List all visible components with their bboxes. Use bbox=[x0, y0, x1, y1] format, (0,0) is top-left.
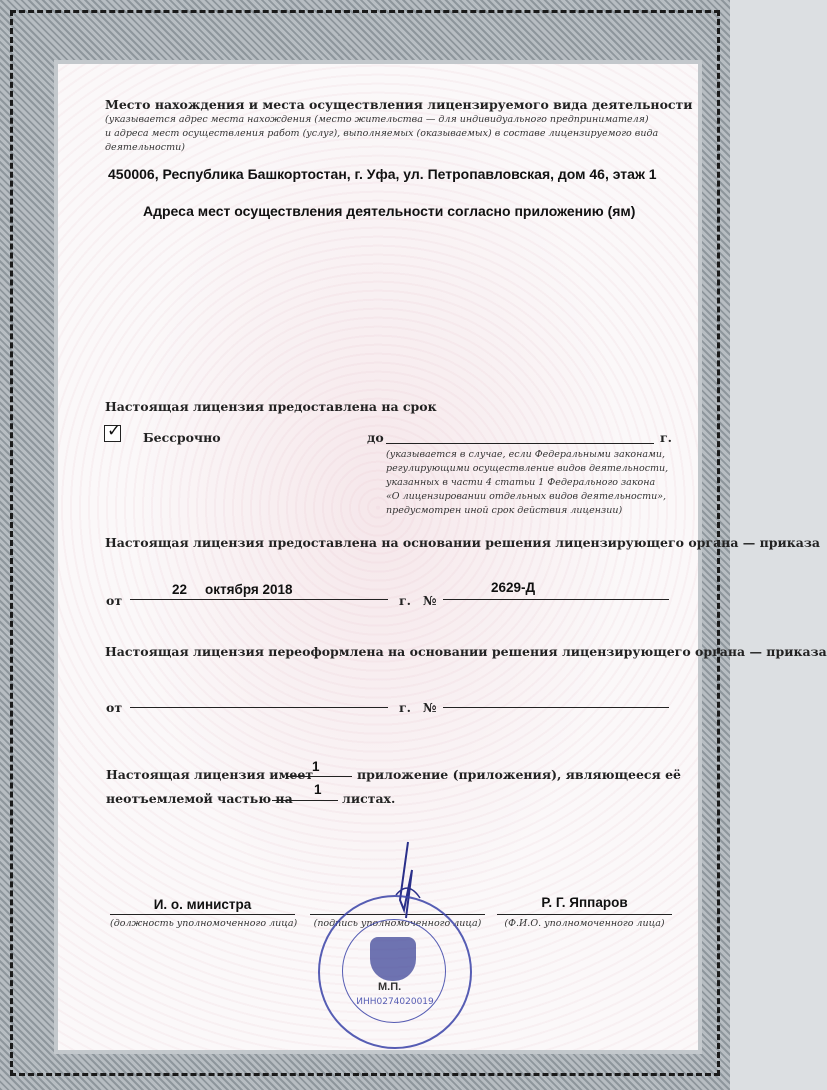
sheet-count: 1 bbox=[314, 782, 322, 797]
reissue-number-label: № bbox=[423, 700, 437, 715]
position-line bbox=[110, 914, 295, 915]
basis-month-year: октября 2018 bbox=[205, 582, 293, 597]
reissue-heading: Настоящая лицензия переоформлена на основании решения лицензирующего органа — приказа bbox=[105, 644, 827, 659]
until-label: до bbox=[367, 430, 384, 445]
appendix-count-line bbox=[286, 776, 352, 777]
basis-heading: Настоящая лицензия предоставлена на основании решения лицензирующего органа — приказа bbox=[105, 535, 820, 550]
basis-date-line bbox=[130, 599, 388, 600]
term-heading: Настоящая лицензия предоставлена на срок bbox=[105, 399, 437, 414]
stamp-place-label: М.П. bbox=[378, 981, 402, 993]
position-note: (должность уполномоченного лица) bbox=[110, 918, 298, 929]
term-note-1: (указывается в случае, если Федеральными законами, bbox=[386, 449, 666, 460]
basis-number-label: № bbox=[423, 593, 437, 608]
term-note-4: «О лицензировании отдельных видов деятельности», bbox=[386, 491, 667, 502]
indefinite-checkbox[interactable] bbox=[104, 421, 122, 442]
sheet-count-line bbox=[272, 800, 338, 801]
reissue-year-suffix: г. bbox=[399, 700, 412, 715]
term-note-5: предусмотрен иной срок действия лицензии) bbox=[386, 505, 623, 516]
appendix-line2-after: листах. bbox=[342, 791, 396, 806]
name-note: (Ф.И.О. уполномоченного лица) bbox=[504, 918, 665, 929]
term-note-3: указанных в части 4 статьи 1 Федерального закона bbox=[386, 477, 656, 488]
appendix-count: 1 bbox=[312, 759, 320, 774]
basis-year-suffix: г. bbox=[399, 593, 412, 608]
reissue-number-line bbox=[443, 707, 669, 708]
location-note-2: и адреса мест осуществления работ (услуг), выполняемых (оказываемых) в составе лицензируемого вида bbox=[105, 128, 659, 139]
appendix-line1-after: приложение (приложения), являющееся её bbox=[357, 767, 682, 782]
term-note-2: регулирующими осуществление видов деятельности, bbox=[386, 463, 669, 474]
signatory-name: Р. Г. Яппаров bbox=[541, 895, 628, 910]
signature-note: (подпись уполномоченного лица) bbox=[313, 918, 482, 929]
indefinite-label: Бессрочно bbox=[143, 430, 221, 445]
address-text: 450006, Республика Башкортостан, г. Уфа, ул. Петропавловская, дом 46, этаж 1 bbox=[108, 166, 657, 182]
until-year-suffix: г. bbox=[660, 430, 673, 445]
appendix-line1-before: Настоящая лицензия имеет bbox=[106, 767, 314, 782]
reissue-date-line bbox=[130, 707, 388, 708]
basis-from-label: от bbox=[106, 593, 123, 608]
appendix-line2-before: неотъемлемой частью на bbox=[106, 791, 293, 806]
location-note-3: деятельности) bbox=[105, 142, 185, 153]
name-line bbox=[497, 914, 672, 915]
check-mark-icon: ✓ bbox=[107, 421, 122, 441]
coat-of-arms-icon bbox=[370, 937, 416, 981]
basis-day: 22 bbox=[172, 582, 188, 597]
location-heading: Место нахождения и места осуществления лицензируемого вида деятельности bbox=[105, 97, 693, 112]
until-date-line bbox=[386, 443, 654, 444]
basis-number-line bbox=[443, 599, 669, 600]
reissue-from-label: от bbox=[106, 700, 123, 715]
signatory-position: И. о. министра bbox=[153, 897, 252, 912]
location-note-1: (указывается адрес места нахождения (место жительства — для индивидуального предпринимателя) bbox=[105, 114, 649, 125]
basis-number: 2629-Д bbox=[491, 580, 536, 595]
official-seal bbox=[318, 895, 472, 1049]
addresses-appendix-note: Адреса мест осуществления деятельности согласно приложению (ям) bbox=[143, 203, 636, 219]
seal-tax-code: ИНН0274020019 bbox=[356, 997, 434, 1007]
